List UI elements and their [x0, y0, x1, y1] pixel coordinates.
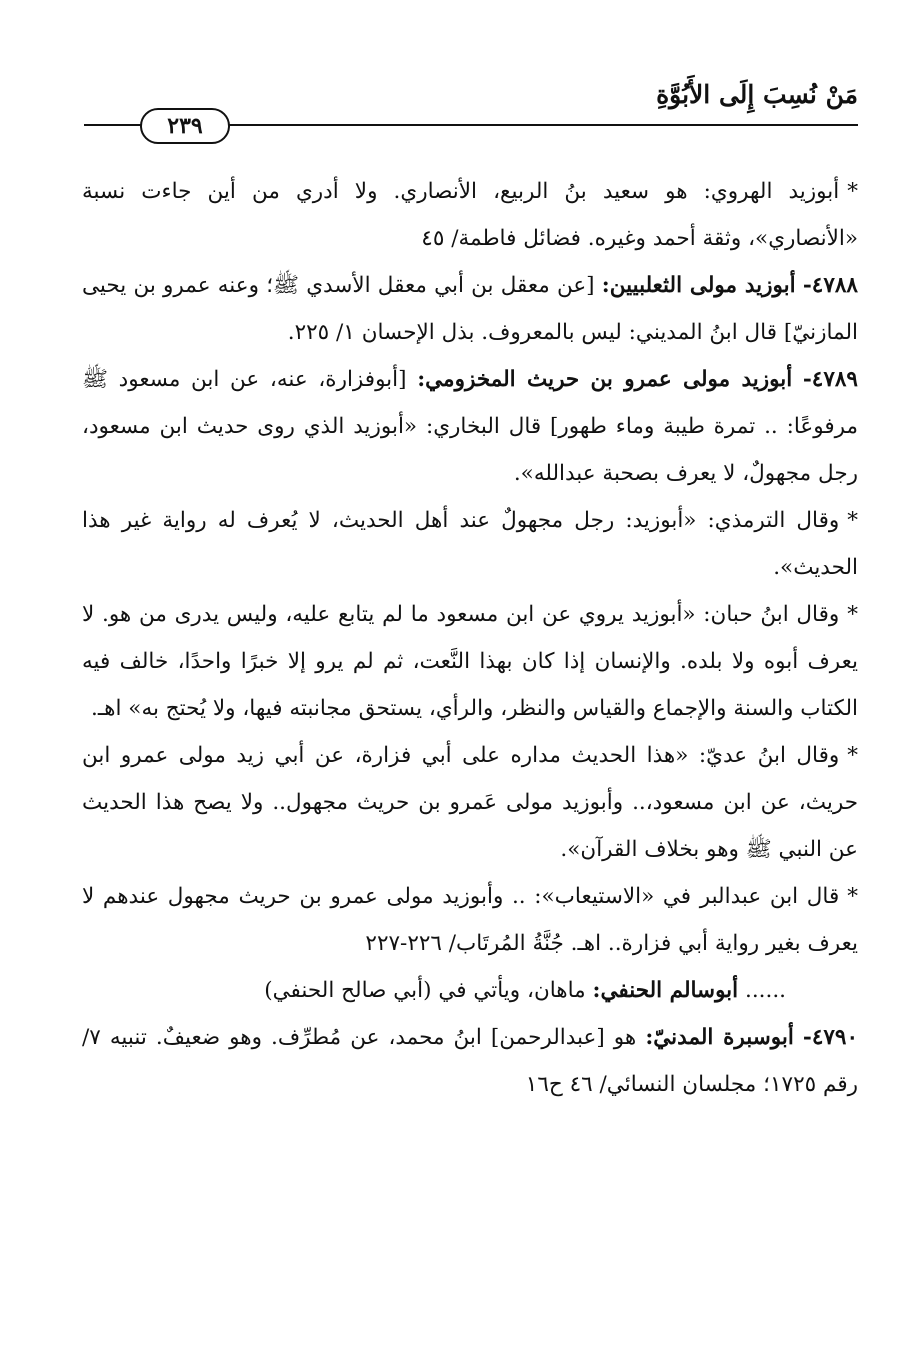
- paragraph-text: أبوزيد الهروي: هو سعيد بنُ الربيع، الأنصاري. ولا أدري من أين جاءت نسبة «الأنصاري»، وثقة أحمد وغيره. فضائل فاطمة/ ٤٥: [82, 179, 858, 251]
- ref-dots: ......: [744, 978, 786, 1003]
- entry-number: ٤٧٨٨-: [802, 273, 858, 298]
- paragraph-text: قال ابن عبدالبر في «الاستيعاب»: .. وأبوزيد مولى عمرو بن حريث مجهول عندهم لا يعرف بغير رواية أبي فزارة.. اهـ. جُنَّةُ المُرتَاب/ ٢٢٦-٢٢٧: [82, 884, 858, 956]
- star-marker: *: [847, 179, 858, 204]
- paragraph-text: وقال ابنُ عديّ: «هذا الحديث مداره على أبي فزارة، عن أبي زيد مولى عمرو ابن حريث، عن ابن مسعود،.. وأبوزيد مولى عَمرو بن حريث مجهول.. ولا يصح هذا الحديث عن النبي ﷺ وهو بخلاف القرآن».: [82, 743, 858, 862]
- paragraph-star: [82, 732, 858, 873]
- entry-text: ماهان، ويأتي في (أبي صالح الحنفي): [264, 978, 586, 1003]
- paragraph-star: [82, 873, 858, 967]
- paragraph-star: [82, 497, 858, 591]
- entry-4789: [82, 356, 858, 497]
- star-marker: *: [847, 508, 858, 533]
- entry-text: هو [عبدالرحمن] ابنُ محمد، عن مُطرِّف. وهو ضعيفٌ. تنبيه ٧/ رقم ١٧٢٥؛ مجلسان النسائي/ ٤٦ ح١٦: [82, 1025, 858, 1097]
- paragraph-text: وقال الترمذي: «أبوزيد: رجل مجهولٌ عند أهل الحديث، لا يُعرف له رواية غير هذا الحديث».: [82, 508, 858, 580]
- entry-number: ٤٧٩٠-: [802, 1025, 859, 1050]
- star-marker: *: [847, 602, 858, 627]
- paragraph-star: [82, 168, 858, 262]
- page-body: [82, 168, 858, 1108]
- entry-text: [عن معقل بن أبي معقل الأسدي ﷺ؛ وعنه عمرو بن يحيى المازنيّ] قال ابنُ المديني: ليس بالمعروف. بذل الإحسان ١/ ٢٢٥.: [82, 273, 858, 345]
- star-marker: *: [847, 743, 858, 768]
- page-number-badge: ٢٣٩: [140, 108, 230, 144]
- paragraph-star: [82, 591, 858, 732]
- paragraph-text: وقال ابنُ حبان: «أبوزيد يروي عن ابن مسعود ما لم يتابع عليه، وليس يدرى من هو. لا يعرف أبوه ولا بلده. والإنسان إذا كان بهذا النَّعت، ثم لم يرو إلا خبرًا واحدًا، خالف فيه الكتاب والسنة والإجماع والقياس والنظر، والرأي، يستحق مجانبته فيها، ولا يُحتج به» اهـ.: [82, 602, 858, 721]
- entry-text: [أبوفزارة، عنه، عن ابن مسعود ﷺ مرفوعًا: .. تمرة طيبة وماء طهور] قال البخاري: «أبوزيد الذي روى حديث ابن مسعود، رجل مجهولٌ، لا يعرف بصحبة عبدالله».: [82, 367, 858, 486]
- entry-name: أبوسالم الحنفي:: [592, 978, 739, 1003]
- entry-4790: [82, 1014, 858, 1108]
- star-marker: *: [847, 884, 858, 909]
- page-header-title: مَنْ نُسِبَ إِلَى الأَبُوَّةِ: [656, 80, 858, 109]
- cross-reference: [82, 967, 858, 1014]
- entry-name: أبوزيد مولى الثعلبيين:: [601, 273, 796, 298]
- entry-number: ٤٧٨٩-: [802, 367, 858, 392]
- entry-4788: [82, 262, 858, 356]
- entry-name: أبوزيد مولى عمرو بن حريث المخزومي:: [417, 367, 793, 392]
- entry-name: أبوسبرة المدنيّ:: [645, 1025, 794, 1050]
